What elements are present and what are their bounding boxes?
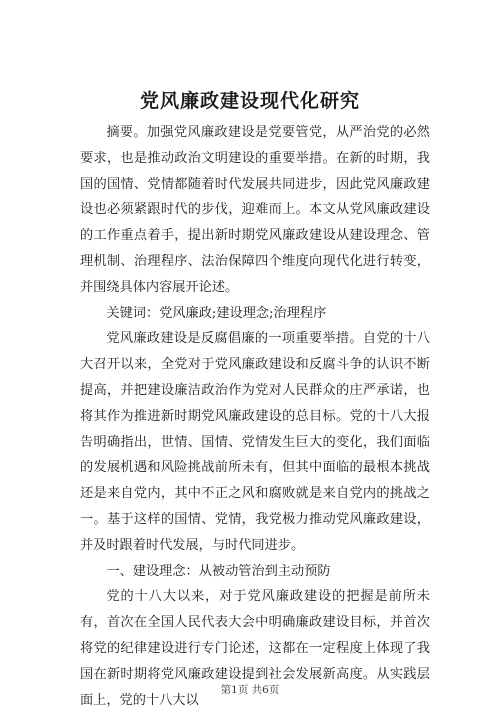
document-body: [80, 120, 430, 713]
section-heading: 一、建设理念：从被动管治到主动预防: [106, 563, 331, 579]
body-paragraph: 党风廉政建设是反腐倡廉的一项重要举措。自党的十八大召开以来，全党对于党风廉政建设和反腐斗争的认识不断提高，并把建设廉洁政治作为党对人民群众的庄严承诺，也将其作为推进新时期党风廉政建设的总目标。党的十八大报告明确指出，世情、国情、党情发生巨大的变化，我们面临的发展机遇和风险挑战前所未有，但其中面临的最根本挑战还是来自党内，其中不正之风和腐败就是来自党内的挑战之一。基于这样的国情、党情，我党极力推动党风廉政建设，并及时跟着时代发展，与时代同进步。: [80, 331, 430, 553]
page-number: 第1页 共6页: [220, 684, 280, 696]
abstract-paragraph: 摘要。加强党风廉政建设是党要管党，从严治党的必然要求，也是推动政治文明建设的重要举措。在新的时期，我国的国情、党情都随着时代发展共同进步，因此党风廉政建设也必须紧跟时代的步伐，迎难而上。本文从党风廉政建设的工作重点着手，提出新时期党风廉政建设从建设理念、管理机制、治理程序、法治保障四个维度向现代化进行转变，并围绕具体内容展开论述。: [80, 125, 430, 295]
document-title: 党风廉政建设现代化研究: [139, 90, 360, 112]
keywords-paragraph: 关键词：党风廉政;建设理念;治理程序: [106, 305, 327, 321]
body-paragraph: 党的十八大以来，对于党风廉政建设的把握是前所未有，首次在全国人民代表大会中明确廉政建设目标，并首次将党的纪律建设进行专门论述，这都在一定程度上体现了我国在新时期将党风廉政建设提到社会发展新高度。从实践层面上，党的十八大以: [80, 589, 430, 708]
